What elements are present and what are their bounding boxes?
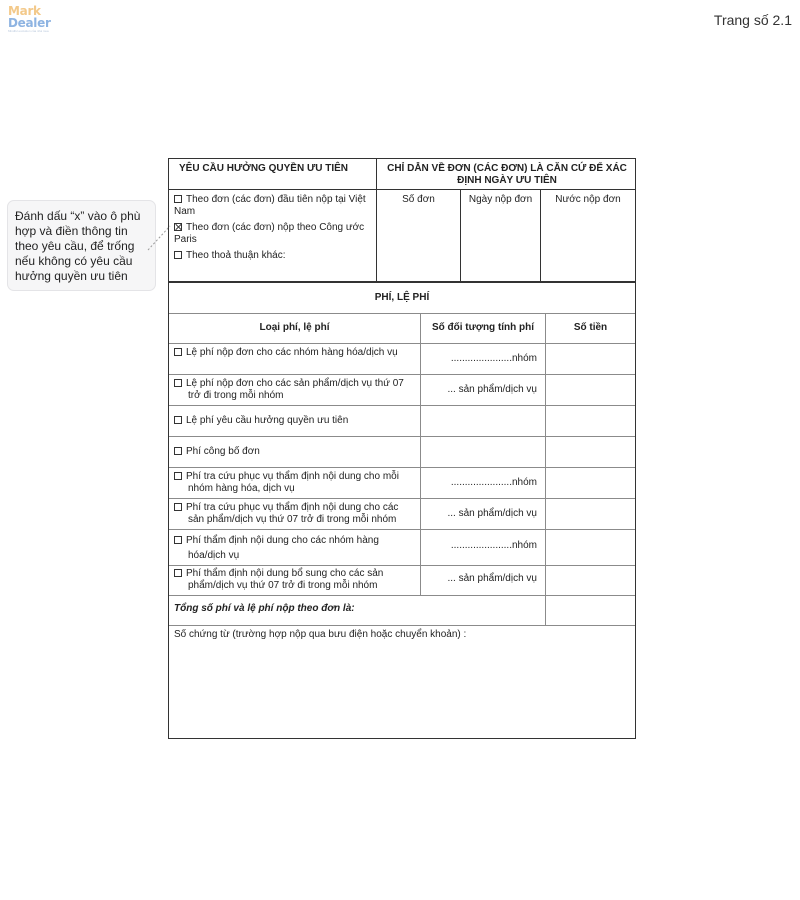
checkbox-paris-convention[interactable] <box>174 223 182 231</box>
col-fee-amount: Số tiền <box>573 322 608 333</box>
logo-line-1: Mark <box>8 4 41 18</box>
fee-row-label <box>174 446 414 458</box>
checkbox-fee-row[interactable] <box>174 503 182 511</box>
priority-option-label: Theo đơn (các đơn) đầu tiên nộp tại Việt Nam <box>174 194 366 217</box>
logo-tagline: Mindful evolution của nhà mua <box>8 29 49 33</box>
priority-option-label: Theo đơn (các đơn) nộp theo Công ước Paris <box>174 222 365 245</box>
fee-row-label <box>174 415 414 427</box>
fee-row-label <box>174 471 414 495</box>
checkbox-fee-row[interactable] <box>174 569 182 577</box>
fee-count-field[interactable]: ......................nhóm <box>450 353 537 364</box>
priority-option-first-filing[interactable] <box>174 194 372 218</box>
fees-total-label: Tổng số phí và lệ phí nộp theo đơn là: <box>174 603 355 614</box>
checkbox-fee-row[interactable] <box>174 348 182 356</box>
checkbox-fee-row[interactable] <box>174 379 182 387</box>
fee-label-text: Phí tra cứu phục vụ thẩm định nội dung cho các sản phẩm/dịch vụ thứ 07 trở đi trong mỗi nhóm <box>186 502 399 525</box>
col-application-number: Số đơn <box>402 194 435 205</box>
priority-option-other-agreement[interactable] <box>174 250 372 262</box>
fee-row-label <box>174 378 414 402</box>
col-filing-date: Ngày nộp đơn <box>468 194 533 205</box>
fee-row-label <box>174 568 414 592</box>
col-filing-country: Nước nộp đơn <box>555 194 621 205</box>
priority-option-label: Theo thoả thuận khác: <box>186 250 286 261</box>
fee-label-text: Phí công bố đơn <box>186 446 260 457</box>
fee-count-field[interactable]: ... sản phẩm/dịch vụ <box>447 384 537 395</box>
fee-label-text: Phí thẩm định nội dung cho các nhóm hàng hóa/dịch vụ <box>186 535 379 561</box>
fees-section-title: PHÍ, LỆ PHÍ <box>374 292 430 303</box>
form-table <box>168 158 636 739</box>
checkbox-fee-row[interactable] <box>174 416 182 424</box>
fee-label-text: Lệ phí yêu cầu hưởng quyền ưu tiên <box>186 415 349 426</box>
fee-row-label <box>174 347 414 359</box>
page-number: Trang số 2.1 <box>713 12 792 28</box>
col-fee-count: Số đối tượng tính phí <box>431 322 535 333</box>
fee-label-text: Lệ phí nộp đơn cho các nhóm hàng hóa/dịch vụ <box>186 347 398 358</box>
logo-line-2: Dealer <box>8 16 51 30</box>
fee-count-field[interactable]: ... sản phẩm/dịch vụ <box>447 573 537 584</box>
logo <box>8 6 56 36</box>
checkbox-first-filing[interactable] <box>174 195 182 203</box>
fee-label-text: Phí tra cứu phục vụ thẩm định nội dung cho mỗi nhóm hàng hóa, dịch vụ <box>186 471 399 494</box>
checkbox-fee-row[interactable] <box>174 472 182 480</box>
checkbox-fee-row[interactable] <box>174 536 182 544</box>
checkbox-other-agreement[interactable] <box>174 251 182 259</box>
checkbox-fee-row[interactable] <box>174 447 182 455</box>
priority-docs-header: CHỈ DẪN VỀ ĐƠN (CÁC ĐƠN) LÀ CĂN CỨ ĐỂ XÁC ĐỊNH NGÀY ƯU TIÊN <box>387 163 627 186</box>
fee-count-field[interactable]: ... sản phẩm/dịch vụ <box>447 508 537 519</box>
fee-count-field[interactable]: ......................nhóm <box>450 540 537 551</box>
priority-header: YÊU CẦU HƯỞNG QUYỀN ƯU TIÊN <box>179 163 349 174</box>
fee-label-text: Phí thẩm định nội dung bổ sung cho các sản phẩm/dịch vụ thứ 07 trở đi trong mỗi nhóm <box>186 568 384 591</box>
fee-label-text: Lệ phí nộp đơn cho các sản phẩm/dịch vụ thứ 07 trở đi trong mỗi nhóm <box>186 378 404 401</box>
col-fee-type: Loại phí, lệ phí <box>259 322 330 333</box>
priority-option-paris-convention[interactable] <box>174 222 372 246</box>
fee-row-label <box>174 502 414 526</box>
instruction-callout: Đánh dấu “x” vào ô phù hợp và điền thông tin theo yêu cầu, để trống nếu không có yêu cầu hưởng quyền ưu tiên <box>7 200 156 291</box>
receipt-number-label: Số chứng từ (trường hợp nộp qua bưu điện hoặc chuyển khoản) : <box>174 629 467 640</box>
fee-count-field[interactable]: ......................nhóm <box>450 477 537 488</box>
fee-row-label <box>174 533 414 563</box>
